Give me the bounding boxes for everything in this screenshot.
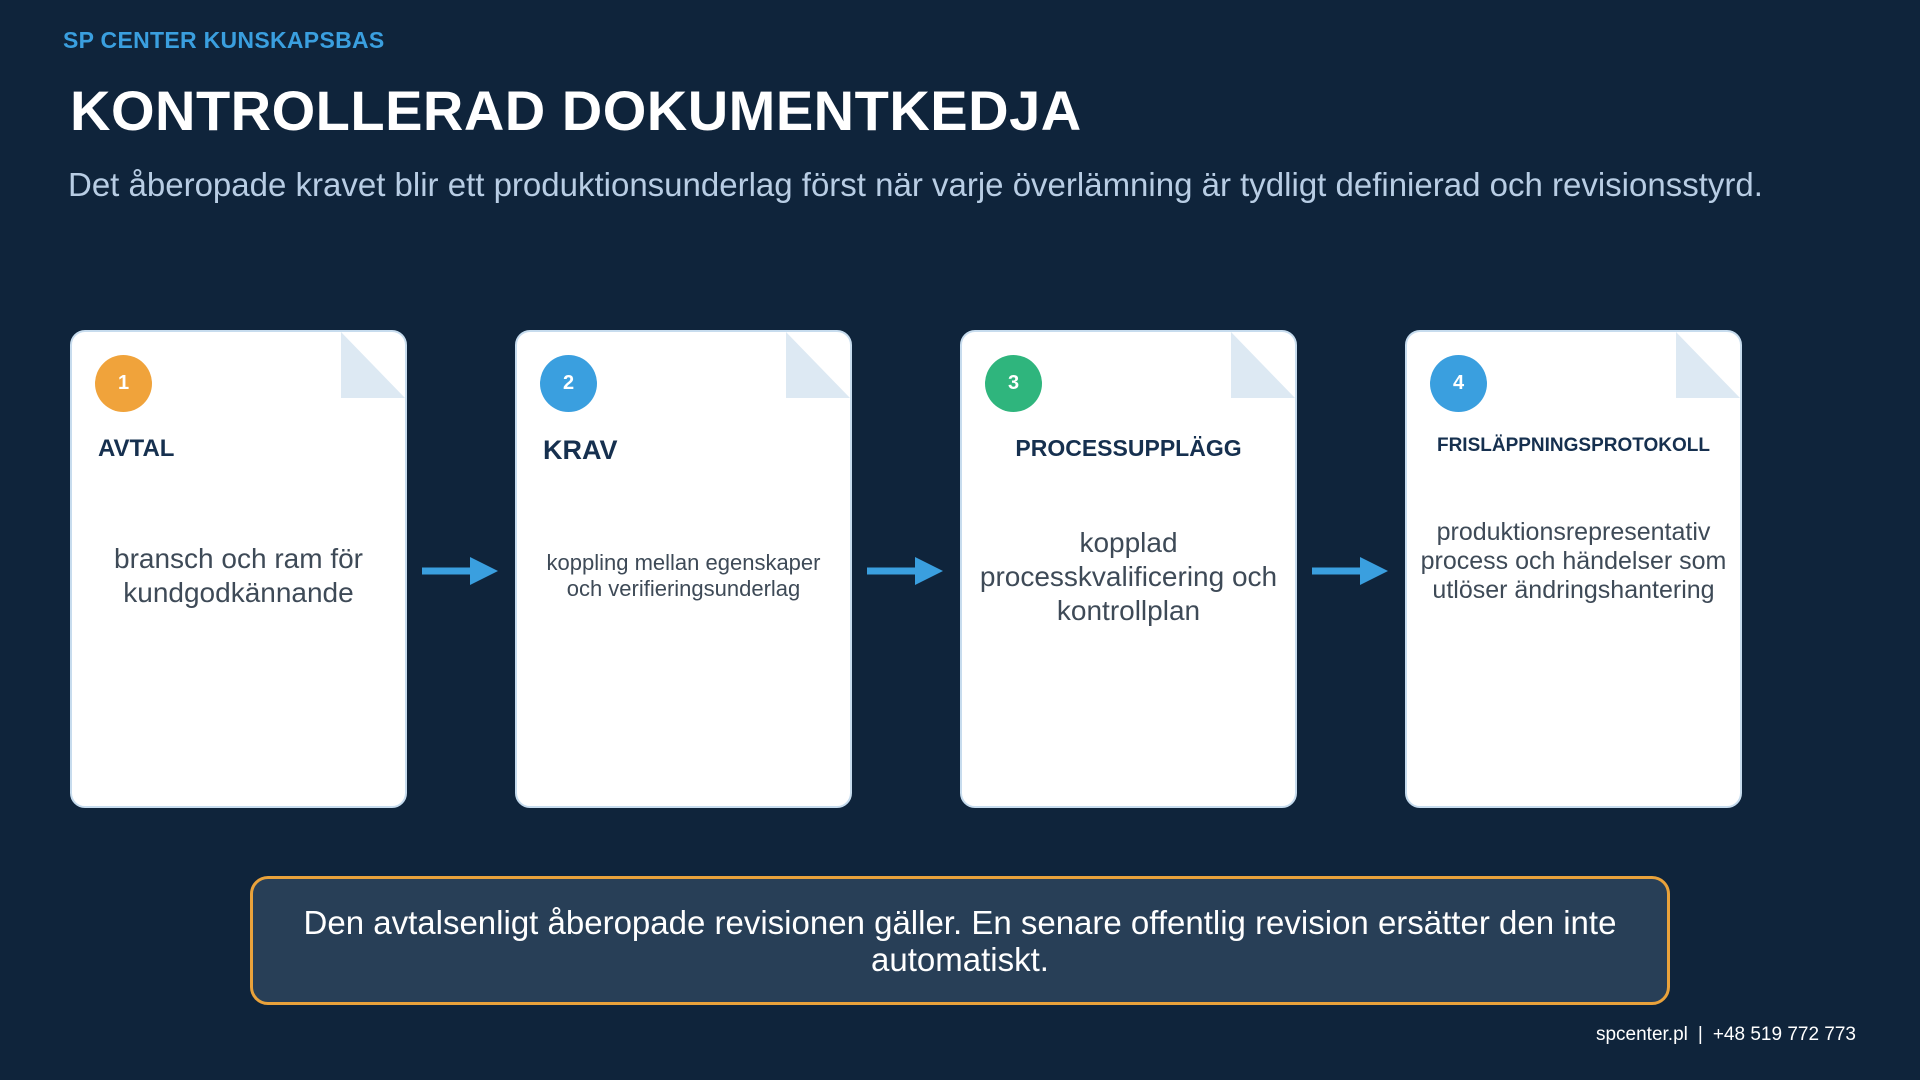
flow-arrow-icon [1310, 553, 1390, 589]
step-badge: 4 [1430, 355, 1487, 412]
page-title: KONTROLLERAD DOKUMENTKEDJA [70, 79, 1082, 142]
flow-arrow-icon [420, 553, 500, 589]
flow-arrow-icon [865, 553, 945, 589]
brand-label: SP CENTER KUNSKAPSBAS [63, 27, 385, 53]
revision-note [250, 876, 1670, 1005]
page-fold-icon [341, 332, 405, 398]
footer-phone: +48 519 772 773 [1712, 1024, 1856, 1045]
page-subtitle: Det åberopade kravet blir ett produktionsunderlag först när varje överlämning är tydligt definierad och revisionsstyrd. [68, 166, 1763, 203]
step-description: bransch och ram för kundgodkännande [114, 543, 363, 608]
page-fold-icon [786, 332, 850, 398]
step-badge: 3 [985, 355, 1042, 412]
step-card-avtal [70, 330, 407, 808]
page-fold-icon [1676, 332, 1740, 398]
revision-note-text: Den avtalsenligt åberopade revisionen gäller. En senare offentlig revision ersätter den inte automatiskt. [303, 903, 1617, 978]
step-card-krav [515, 330, 852, 808]
footer-contact [1596, 1024, 1856, 1046]
step-title: AVTAL [98, 435, 175, 462]
step-badge: 1 [95, 355, 152, 412]
footer-website: spcenter.pl [1595, 1024, 1688, 1045]
page-fold-icon [1231, 332, 1295, 398]
step-badge: 2 [540, 355, 597, 412]
step-title: FRISLÄPPNINGSPROTOKOLL [1436, 435, 1711, 456]
step-description: kopplad processkvalificering och kontrollplan [979, 527, 1278, 626]
step-title: PROCESSUPPLÄGG [1015, 435, 1242, 461]
step-description: produktionsrepresentativ process och händelser som utlöser ändringshantering [1420, 518, 1727, 604]
footer-separator: | [1697, 1024, 1703, 1045]
step-description: koppling mellan egenskaper och verifieringsunderlag [546, 550, 821, 601]
step-card-frislappningsprotokoll [1405, 330, 1742, 808]
step-title: KRAV [543, 435, 618, 465]
step-card-processupplagg [960, 330, 1297, 808]
